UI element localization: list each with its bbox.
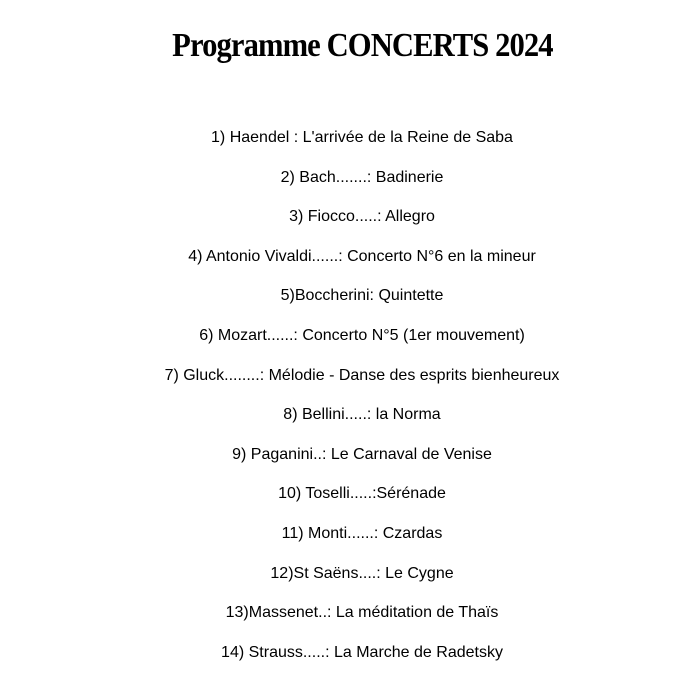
program-item-10: 10) Toselli.....:Sérénade: [278, 485, 446, 503]
program-item-9: 9) Paganini..: Le Carnaval de Venise: [232, 445, 492, 463]
program-item-1: 1) Haendel : L'arrivée de la Reine de Saba: [211, 129, 513, 146]
program-item-13: 13)Massenet..: La méditation de Thaïs: [225, 604, 499, 622]
program-item-7: 7) Gluck........: Mélodie - Danse des esprits bienheureux: [164, 366, 560, 384]
program-item-12: 12)St Saëns....: Le Cygne: [270, 564, 454, 582]
program-item-4: 4) Antonio Vivaldi......: Concerto N°6 en la mineur: [188, 247, 536, 265]
program-item-6: 6) Mozart......: Concerto N°5 (1er mouvement): [199, 326, 525, 344]
program-item-2: 2) Bach.......: Badinerie: [280, 168, 444, 186]
program-item-11: 11) Monti......: Czardas: [281, 524, 443, 542]
program-item-8: 8) Bellini.....: la Norma: [283, 406, 441, 424]
program-item-3: 3) Fiocco.....: Allegro: [289, 208, 435, 226]
program-item-14: 14) Strauss.....: La Marche de Radetsky: [221, 643, 503, 661]
page-title: Programme CONCERTS 2024: [172, 27, 553, 64]
program-list: [0, 128, 691, 682]
program-item-5: 5)Boccherini: Quintette: [280, 287, 444, 305]
